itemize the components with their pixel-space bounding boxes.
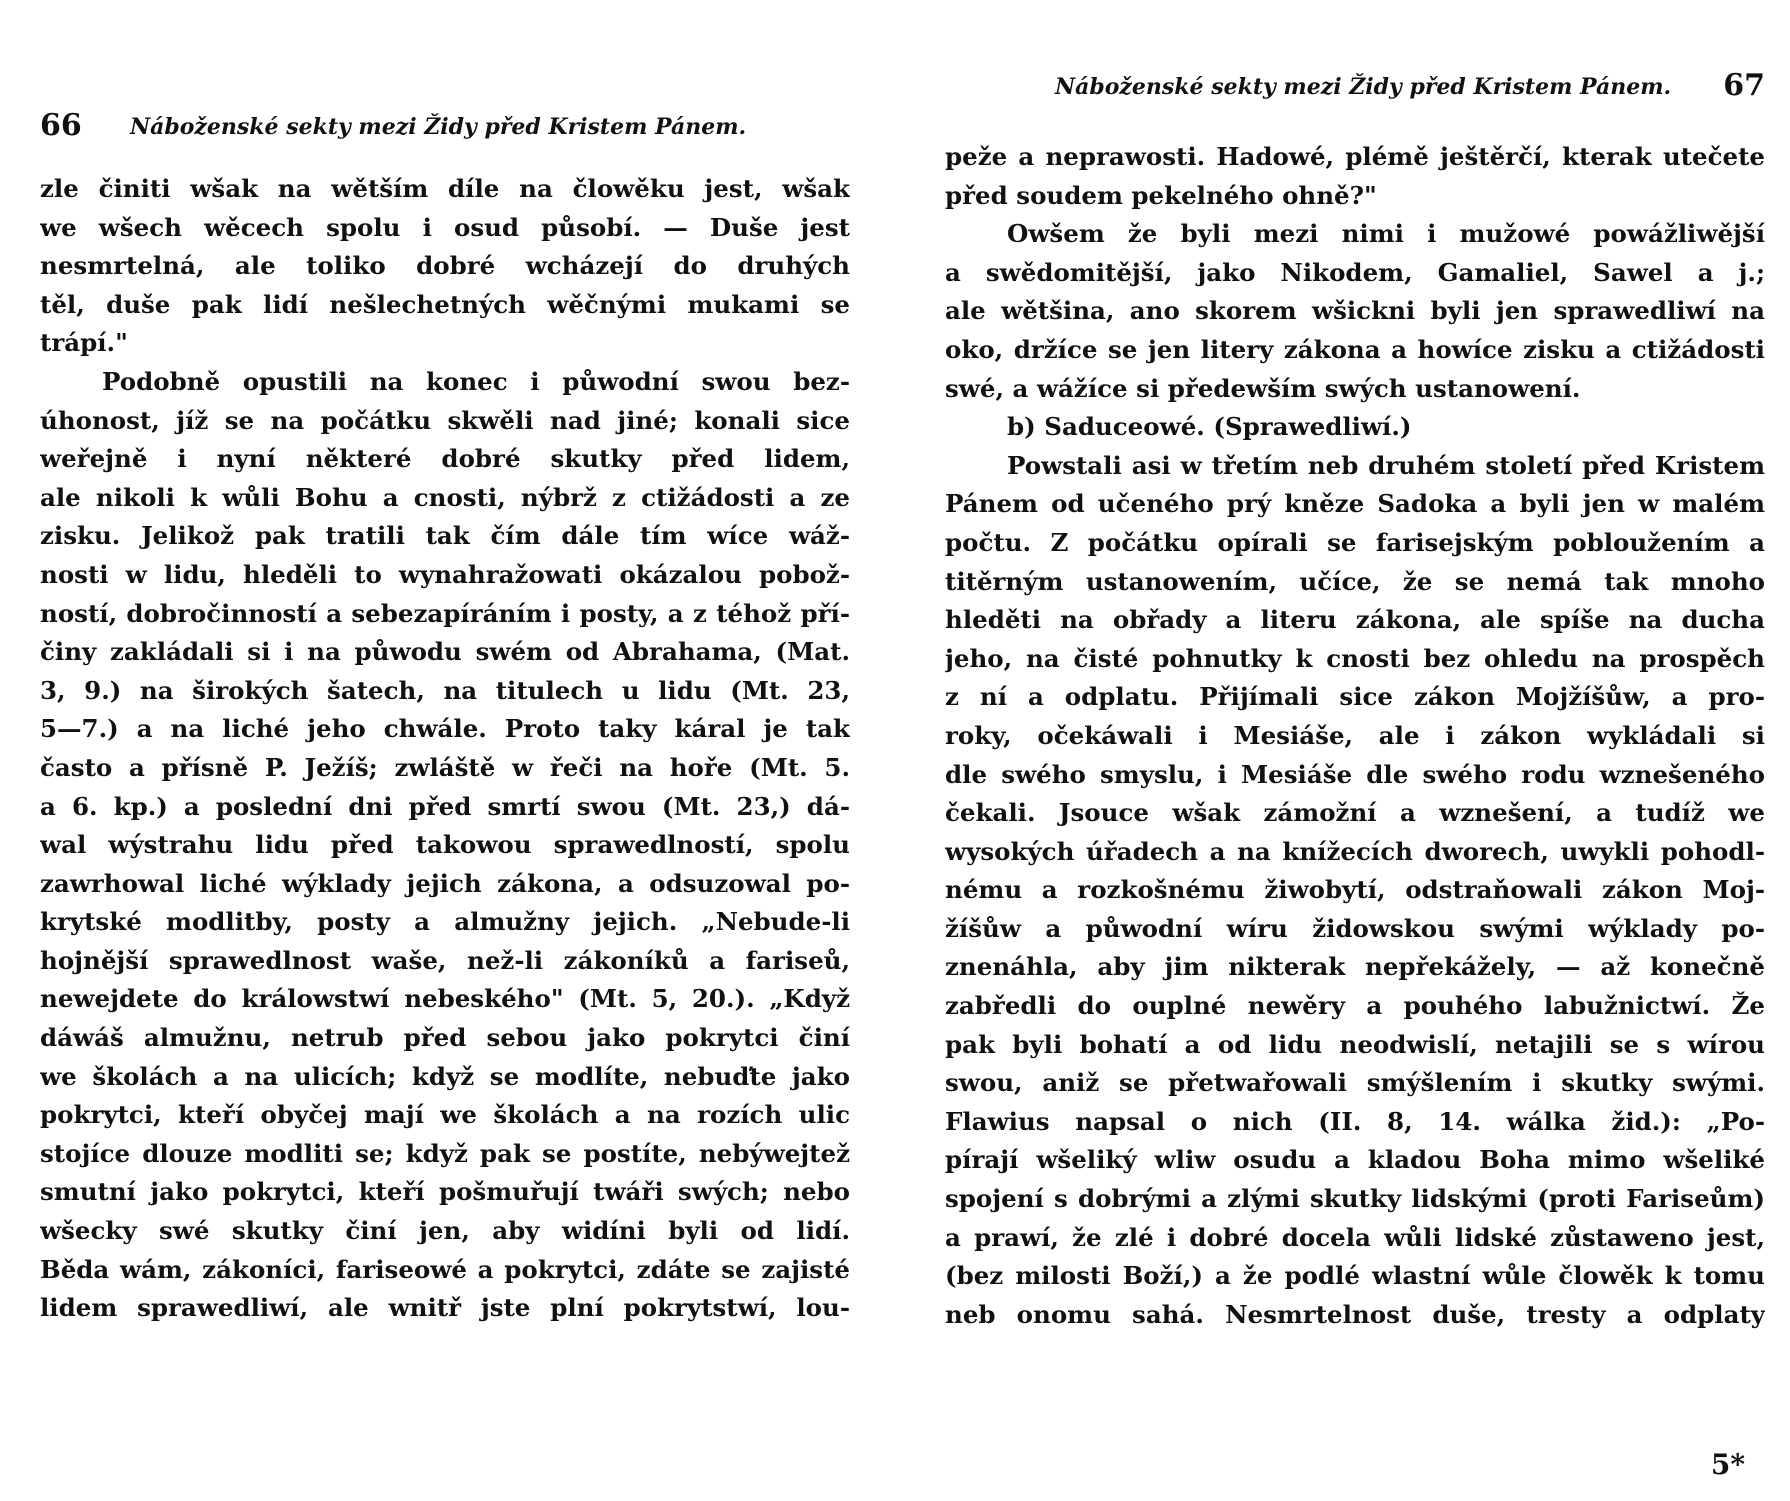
text-line: zawrhowal liché wýklady jejich zákona, a odsuzowal po- — [40, 868, 850, 898]
text-line: jeho, na čisté pohnutky k cnosti bez ohledu na prospěch — [945, 643, 1765, 673]
text-line: 5—7.) a na liché jeho chwále. Proto taky káral je tak — [40, 714, 850, 744]
text-line: weřejně i nyní některé dobré skutky před lidem, — [40, 444, 850, 474]
text-line: we školách a na ulicích; když se modlíte, nebuďte jako — [40, 1061, 850, 1091]
text-line: oko, držíce se jen litery zákona a howíce zisku a ctižádosti — [945, 334, 1765, 364]
text-line: těl, duše pak lidí nešlechetných wěčnými mukami se — [40, 289, 850, 319]
text-line: nesmrtelná, ale toliko dobré wcházejí do druhých — [40, 251, 850, 281]
text-line: dáwáš almužnu, netrub před sebou jako pokrytci činí — [40, 1023, 850, 1053]
text-line: ale nikoli k wůli Bohu a cnosti, nýbrž z ctižádosti a ze — [40, 482, 850, 512]
text-line: krytské modlitby, posty a almužny jejich. „Nebude-li — [40, 907, 850, 937]
left-page-header — [40, 108, 850, 148]
text-line: a prawí, že zlé i dobré docela wůli lidské zůstaweno jest, — [945, 1222, 1765, 1252]
text-line: Podobně opustili na konec i půwodní swou bez- — [102, 366, 850, 396]
text-line: lidem sprawedliwí, ale wnitř jste plní pokrytstwí, lou- — [40, 1293, 850, 1323]
text-line: znenáhla, aby jim nikterak nepřekážely, — až konečně — [945, 952, 1765, 982]
text-line: ale wětšina, ano skorem wšickni byli jen sprawedliwí na — [945, 296, 1765, 326]
text-line: Flawius napsal o nich (II. 8, 14. wálka žid.): „Po- — [945, 1106, 1765, 1136]
text-line: ností, dobročinností a sebezapíráním i posty, a z téhož pří- — [40, 598, 850, 628]
text-line: čekali. Jsouce wšak zámožní a wznešení, a tudíž we — [945, 798, 1765, 828]
text-line: titěrným ustanowením, učíce, že se nemá tak mnoho — [945, 566, 1765, 596]
text-line: nému a rozkošnému žiwobytí, odstraňowali zákon Moj- — [945, 875, 1765, 905]
text-line: roky, očekáwali i Mesiáše, ale i zákon wykládali si — [945, 720, 1765, 750]
text-line: pírají wšeliký wliw osudu a kladou Boha mimo wšeliké — [945, 1145, 1765, 1175]
signature-mark: 5* — [1710, 1448, 1745, 1481]
text-line: počtu. Z počátku opírali se farisejským pobloužením a — [945, 527, 1765, 557]
running-title: Náboženské sekty mezi Židy před Kristem Pánem. — [130, 114, 747, 140]
text-line: wal wýstrahu lidu před takowou sprawedlností, spolu — [40, 830, 850, 860]
text-line: (bez milosti Boží,) a že podlé wlastní wůle člowěk k tomu — [945, 1261, 1765, 1291]
text-line: neb onomu sahá. Nesmrtelnost duše, tresty a odplaty — [945, 1299, 1765, 1329]
right-page-header — [945, 68, 1765, 108]
text-line: Owšem že byli mezi nimi i mužowé powážliwější — [1007, 219, 1765, 249]
text-line: dle swého smyslu, i Mesiáše dle swého rodu wznešeného — [945, 759, 1765, 789]
text-line: zle činiti wšak na wětším díle na člowěku jest, wšak — [40, 174, 850, 203]
text-line: zisku. Jelikož pak tratili tak čím dále tím wíce wáž- — [40, 521, 850, 551]
text-line: we wšech wěcech spolu i osud působí. — Duše jest — [40, 212, 850, 242]
text-line: Běda wám, zákoníci, fariseowé a pokrytci, zdáte se zajisté — [40, 1254, 850, 1284]
left-page-body — [40, 170, 850, 1328]
page-number: 67 — [1723, 68, 1765, 103]
text-line: trápí." — [40, 328, 128, 358]
text-line: b) Saduceowé. (Sprawedliwí.) — [1007, 412, 1412, 442]
text-line: swou, aniž se přetwařowali smýšlením i skutky swými. — [945, 1068, 1765, 1098]
text-line: nosti w lidu, hleděli to wynahražowati okázalou pobož- — [40, 559, 850, 589]
page-number: 66 — [40, 108, 82, 143]
text-line: wšecky swé skutky činí jen, aby widíni byli od lidí. — [40, 1216, 850, 1246]
text-line: pak byli bohatí a od lidu neodwislí, netajili se s wírou — [945, 1029, 1765, 1059]
text-line: stojíce dlouze modliti se; když pak se postíte, nebýwejtež — [40, 1138, 850, 1168]
text-line: hojnější sprawedlnost waše, než-li zákoníků a fariseů, — [40, 945, 850, 975]
right-page-body — [945, 138, 1765, 1334]
text-line: často a přísně P. Ježíš; zwláště w řeči na hoře (Mt. 5. — [40, 752, 850, 782]
text-line: 3, 9.) na širokých šatech, na titulech u lidu (Mt. 23, — [40, 675, 850, 705]
text-line: zabředli do ouplné newěry a pouhého labužnictwí. Že — [945, 991, 1765, 1021]
text-line: Pánem od učeného prý kněze Sadoka a byli jen w malém — [945, 489, 1765, 519]
text-line: úhonost, jíž se na počátku skwěli nad jiné; konali sice — [40, 405, 850, 435]
text-line: peže a neprawosti. Hadowé, plémě ještěrčí, kterak utečete — [945, 142, 1765, 171]
text-line: swé, a wážíce si předewším swých ustanowení. — [945, 373, 1581, 403]
text-line: a 6. kp.) a poslední dni před smrtí swou (Mt. 23,) dá- — [40, 791, 850, 821]
text-line: spojení s dobrými a zlými skutky lidskými (proti Fariseům) — [945, 1184, 1765, 1214]
text-line: wysokých úřadech a na knížecích dworech, uwykli pohodl- — [945, 836, 1765, 866]
text-line: činy zakládali si i na půwodu swém od Abrahama, (Mat. — [40, 637, 850, 667]
text-line: pokrytci, kteří obyčej mají we školách a na rozích ulic — [40, 1100, 850, 1130]
text-line: z ní a odplatu. Přijímali sice zákon Mojžíšůw, a pro- — [945, 682, 1765, 712]
text-line: Powstali asi w třetím neb druhém století před Kristem — [1007, 450, 1765, 480]
text-line: smutní jako pokrytci, kteří pošmuřují twáři swých; nebo — [40, 1177, 850, 1207]
running-title: Náboženské sekty mezi Židy před Kristem Pánem. — [1055, 74, 1672, 100]
text-line: žíšůw a půwodní wíru židowskou swými wýklady po- — [945, 913, 1765, 943]
text-line: newejdete do králowstwí nebeského" (Mt. 5, 20.). „Když — [40, 984, 850, 1014]
text-line: před soudem pekelného ohně?" — [945, 180, 1377, 210]
text-line: hleděti na obřady a literu zákona, ale spíše na ducha — [945, 605, 1765, 635]
text-line: a swědomitější, jako Nikodem, Gamaliel, Sawel a j.; — [945, 257, 1765, 287]
